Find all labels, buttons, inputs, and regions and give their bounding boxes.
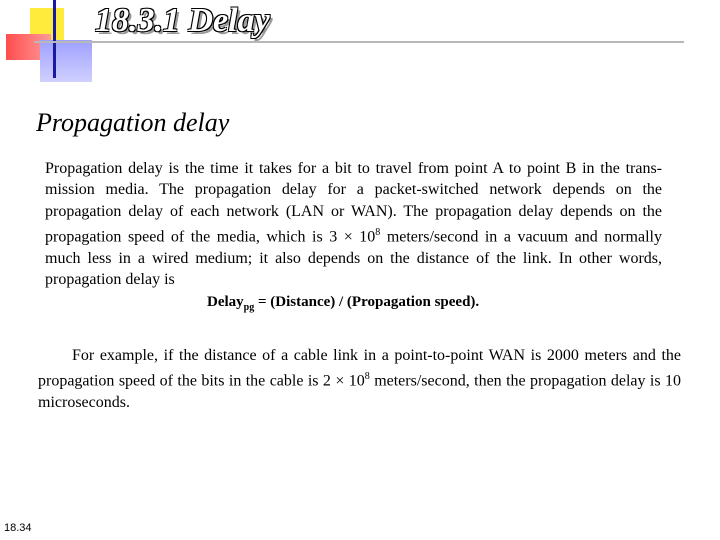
equation-rest: = (Distance) / (Propagation speed). bbox=[254, 294, 480, 310]
slide-number: 18.34 bbox=[4, 522, 32, 534]
equation-base: Delay bbox=[207, 294, 244, 310]
paragraph-definition-tail: meters/second in a vacuum and normally much less in a wired medium; it also depends on the distance of the link. In other words, propagation delay is bbox=[45, 228, 662, 288]
paragraph-example-text: For example, if the distance of a cable link in a point-to-point WAN is 2000 meters and the propagation speed of the bits in the cable is 2 × 10 bbox=[38, 347, 681, 390]
slide-title: 18.3.1 Delay bbox=[95, 2, 270, 39]
exponent: 8 bbox=[364, 371, 370, 383]
paragraph-example bbox=[38, 345, 681, 413]
paragraph-example-tail: meters/second, then the propagation delay is 10 microseconds. bbox=[38, 372, 682, 411]
equation-subscript: pg bbox=[243, 302, 255, 313]
delay-equation bbox=[207, 294, 479, 313]
decor-blue-square bbox=[40, 40, 92, 82]
decor-vertical-line bbox=[53, 0, 56, 78]
decor-horizontal-rule bbox=[34, 41, 684, 43]
exponent: 8 bbox=[375, 226, 381, 238]
section-heading: Propagation delay bbox=[36, 108, 230, 137]
paragraph-definition-text: Propagation delay is the time it takes for a bit to travel from point A to point B in the trans-mission media. The propagation delay for a packet-switched network depends on the propagation delay of each network (LAN or WAN). The propagation delay depends on the propagation speed of the media, which is 3 × 10 bbox=[45, 160, 662, 246]
paragraph-definition bbox=[45, 158, 662, 290]
